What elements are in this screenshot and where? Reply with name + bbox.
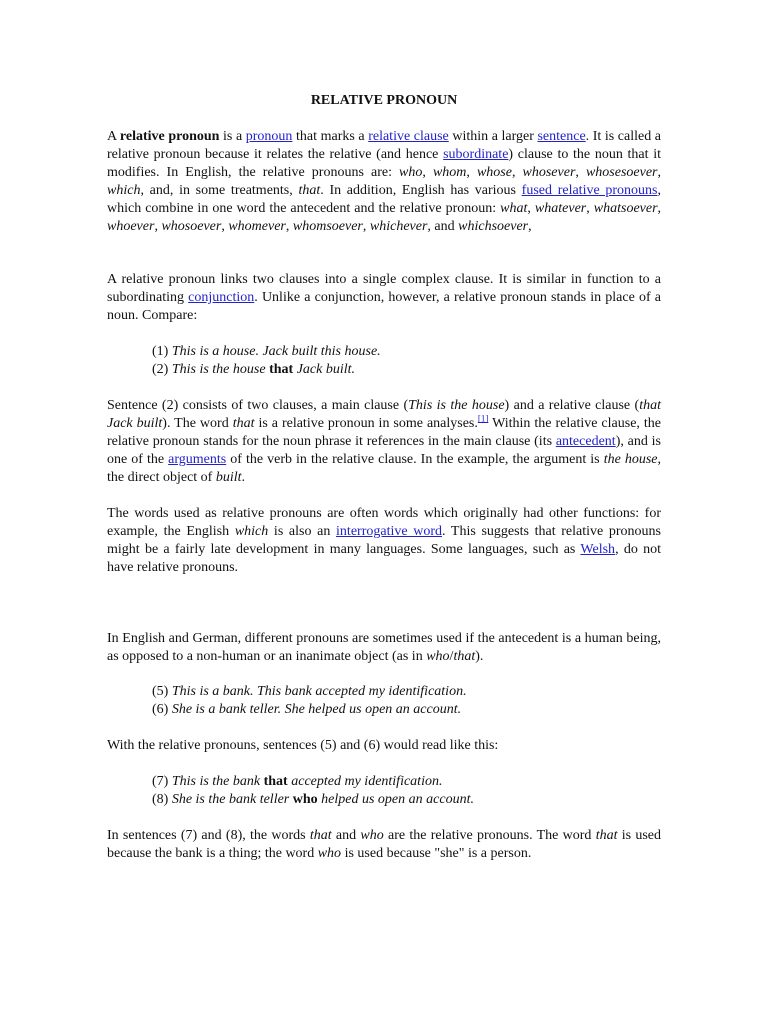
link-fused-relative-pronouns[interactable]: fused relative pronouns	[521, 183, 658, 198]
text-run: ). The word	[162, 416, 233, 431]
text-run: The words used as relative pronouns are often words which originally had other functions: for example, the English	[107, 506, 661, 539]
link-subordinate[interactable]: subordinate	[443, 147, 509, 162]
italic-term: whomever	[228, 219, 286, 234]
example-bold-word: that	[263, 774, 288, 789]
text-run: In English and German, different pronouns are sometimes used if the antecedent is a human being, as opposed to a non-human or an inanimate object (as in	[107, 631, 661, 664]
example-text: accepted my identification.	[287, 774, 443, 789]
bold-term: relative pronoun	[119, 129, 220, 144]
italic-term: whoever	[107, 219, 155, 234]
text-run: . In addition, English has various	[320, 183, 522, 198]
italic-term: that Jack built	[107, 398, 661, 431]
italic-term: the house	[603, 452, 658, 467]
italic-term: whosever	[522, 165, 576, 180]
link-sentence[interactable]: sentence	[537, 129, 586, 144]
text-run: that marks a	[292, 129, 369, 144]
example-bold-word: that	[269, 362, 294, 377]
example-text: She is the bank teller	[171, 792, 293, 807]
text-run: . This suggests that relative pronouns might be a fairly late development in many languages. Some languages, such as	[107, 524, 662, 557]
example-number: (1)	[152, 344, 172, 359]
page-title: RELATIVE PRONOUN	[310, 93, 458, 108]
italic-term: that	[232, 416, 255, 431]
example-number: (6)	[152, 702, 172, 717]
text-run: ,	[586, 201, 594, 216]
example-number: (5)	[152, 684, 172, 699]
example-5	[152, 683, 652, 701]
text-run: is also an	[268, 524, 337, 539]
text-run: In sentences (7) and (8), the words	[107, 828, 310, 843]
text-run: ,	[528, 219, 532, 234]
example-7	[152, 773, 652, 791]
example-number: (8)	[152, 792, 172, 807]
text-run: are the relative pronouns. The word	[383, 828, 596, 843]
example-bold-word: who	[292, 792, 318, 807]
text-run: ) and a relative clause (	[504, 398, 640, 413]
text-run: . It is called a relative pronoun because it relates the relative (and hence	[107, 129, 662, 162]
italic-term: that	[298, 183, 321, 198]
italic-term: who	[360, 828, 384, 843]
italic-term: whosesoever	[585, 165, 658, 180]
paragraph-intro	[107, 128, 661, 236]
paragraph-with-relative	[107, 737, 661, 755]
text-run: is a	[219, 129, 246, 144]
example-text: helped us open an account.	[317, 792, 474, 807]
italic-term: what	[500, 201, 528, 216]
paragraph-conclusion	[107, 827, 661, 863]
text-run: of the verb in the relative clause. In the example, the argument is	[226, 452, 604, 467]
text-run: is used because the bank is a thing; the word	[107, 828, 662, 861]
text-run: ), and is one of the	[107, 434, 661, 467]
italic-term: whose	[476, 165, 512, 180]
italic-term: who	[317, 846, 342, 861]
italic-term: who	[426, 649, 450, 664]
text-run: ,	[422, 165, 433, 180]
example-number: (7)	[152, 774, 172, 789]
example-text: This is a bank. This bank accepted my identification.	[171, 684, 467, 699]
example-1	[152, 343, 652, 361]
text-run: ).	[475, 649, 484, 664]
footnote-reference-link[interactable]: [1]	[477, 413, 489, 424]
text-run: is used because "she" is a person.	[341, 846, 532, 861]
text-run: ,	[221, 219, 229, 234]
italic-term: who	[399, 165, 423, 180]
text-run: ) clause to the noun that it modifies. In English, the relative pronouns are:	[107, 147, 661, 180]
text-run: ,	[362, 219, 370, 234]
example-6	[152, 701, 652, 719]
link-arguments[interactable]: arguments	[168, 452, 227, 467]
text-run: ,	[527, 201, 535, 216]
text-run: , and	[427, 219, 459, 234]
italic-term: whichever	[369, 219, 428, 234]
text-run: ,	[285, 219, 293, 234]
text-run: ,	[511, 165, 523, 180]
text-run: and	[331, 828, 361, 843]
italic-term: whatever	[534, 201, 587, 216]
italic-term: This is the house	[408, 398, 505, 413]
example-8	[152, 791, 652, 809]
text-run: , and, in some treatments,	[140, 183, 299, 198]
italic-term: which	[234, 524, 269, 539]
text-run: A relative pronoun links two clauses into a single complex clause. It is similar in function to a subordinating	[107, 272, 661, 305]
paragraph-human-antecedent	[107, 630, 661, 666]
text-run: within a larger	[448, 129, 538, 144]
paragraph-origins	[107, 505, 661, 577]
text-run: Within the relative clause, the relative pronoun stands for the noun phrase it references in the main clause (its	[107, 416, 661, 449]
italic-term: that	[453, 649, 476, 664]
text-run: .	[241, 470, 246, 485]
link-conjunction[interactable]: conjunction	[188, 290, 255, 305]
text-run: A	[107, 129, 120, 144]
text-run: is a relative pronoun in some analyses.	[254, 416, 478, 431]
example-text: This is the house	[171, 362, 270, 377]
example-2	[152, 361, 652, 379]
link-antecedent[interactable]: antecedent	[555, 434, 616, 449]
italic-term: that	[309, 828, 332, 843]
italic-term: whichsoever	[458, 219, 529, 234]
italic-term: whosoever	[161, 219, 222, 234]
example-text: This is the bank	[171, 774, 264, 789]
link-welsh[interactable]: Welsh	[580, 542, 616, 557]
link-pronoun[interactable]: pronoun	[245, 129, 293, 144]
paragraph-links-clauses	[107, 271, 661, 325]
text-run: . Unlike a conjunction, however, a relative pronoun stands in place of a noun. Compare:	[107, 290, 661, 323]
example-text: This is a house. Jack built this house.	[171, 344, 381, 359]
text-run: , which combine in one word the antecedent and the relative pronoun:	[107, 183, 661, 216]
text-run: , do not have relative pronouns.	[107, 542, 661, 575]
text-run: ,	[154, 219, 162, 234]
italic-term: whatsoever	[593, 201, 658, 216]
italic-term: which	[107, 183, 141, 198]
paragraph-sentence-analysis	[107, 397, 661, 487]
italic-term: built	[215, 470, 242, 485]
text-run: With the relative pronouns, sentences (5) and (6) would read like this:	[107, 738, 499, 753]
text-run: ,	[657, 165, 662, 180]
text-run: /	[449, 649, 454, 664]
text-run: , the direct object of	[107, 452, 661, 485]
text-run: Sentence (2) consists of two clauses, a main clause (	[107, 398, 409, 413]
italic-term: whom	[432, 165, 467, 180]
example-text: She is a bank teller. She helped us open an account.	[171, 702, 462, 717]
example-text: Jack built.	[293, 362, 355, 377]
italic-term: that	[595, 828, 618, 843]
link-relative-clause[interactable]: relative clause	[368, 129, 449, 144]
example-number: (2)	[152, 362, 172, 377]
link-interrogative-word[interactable]: interrogative word	[336, 524, 443, 539]
italic-term: whomsoever	[292, 219, 363, 234]
text-run: ,	[466, 165, 477, 180]
text-run: ,	[575, 165, 586, 180]
text-run: ,	[657, 201, 662, 216]
